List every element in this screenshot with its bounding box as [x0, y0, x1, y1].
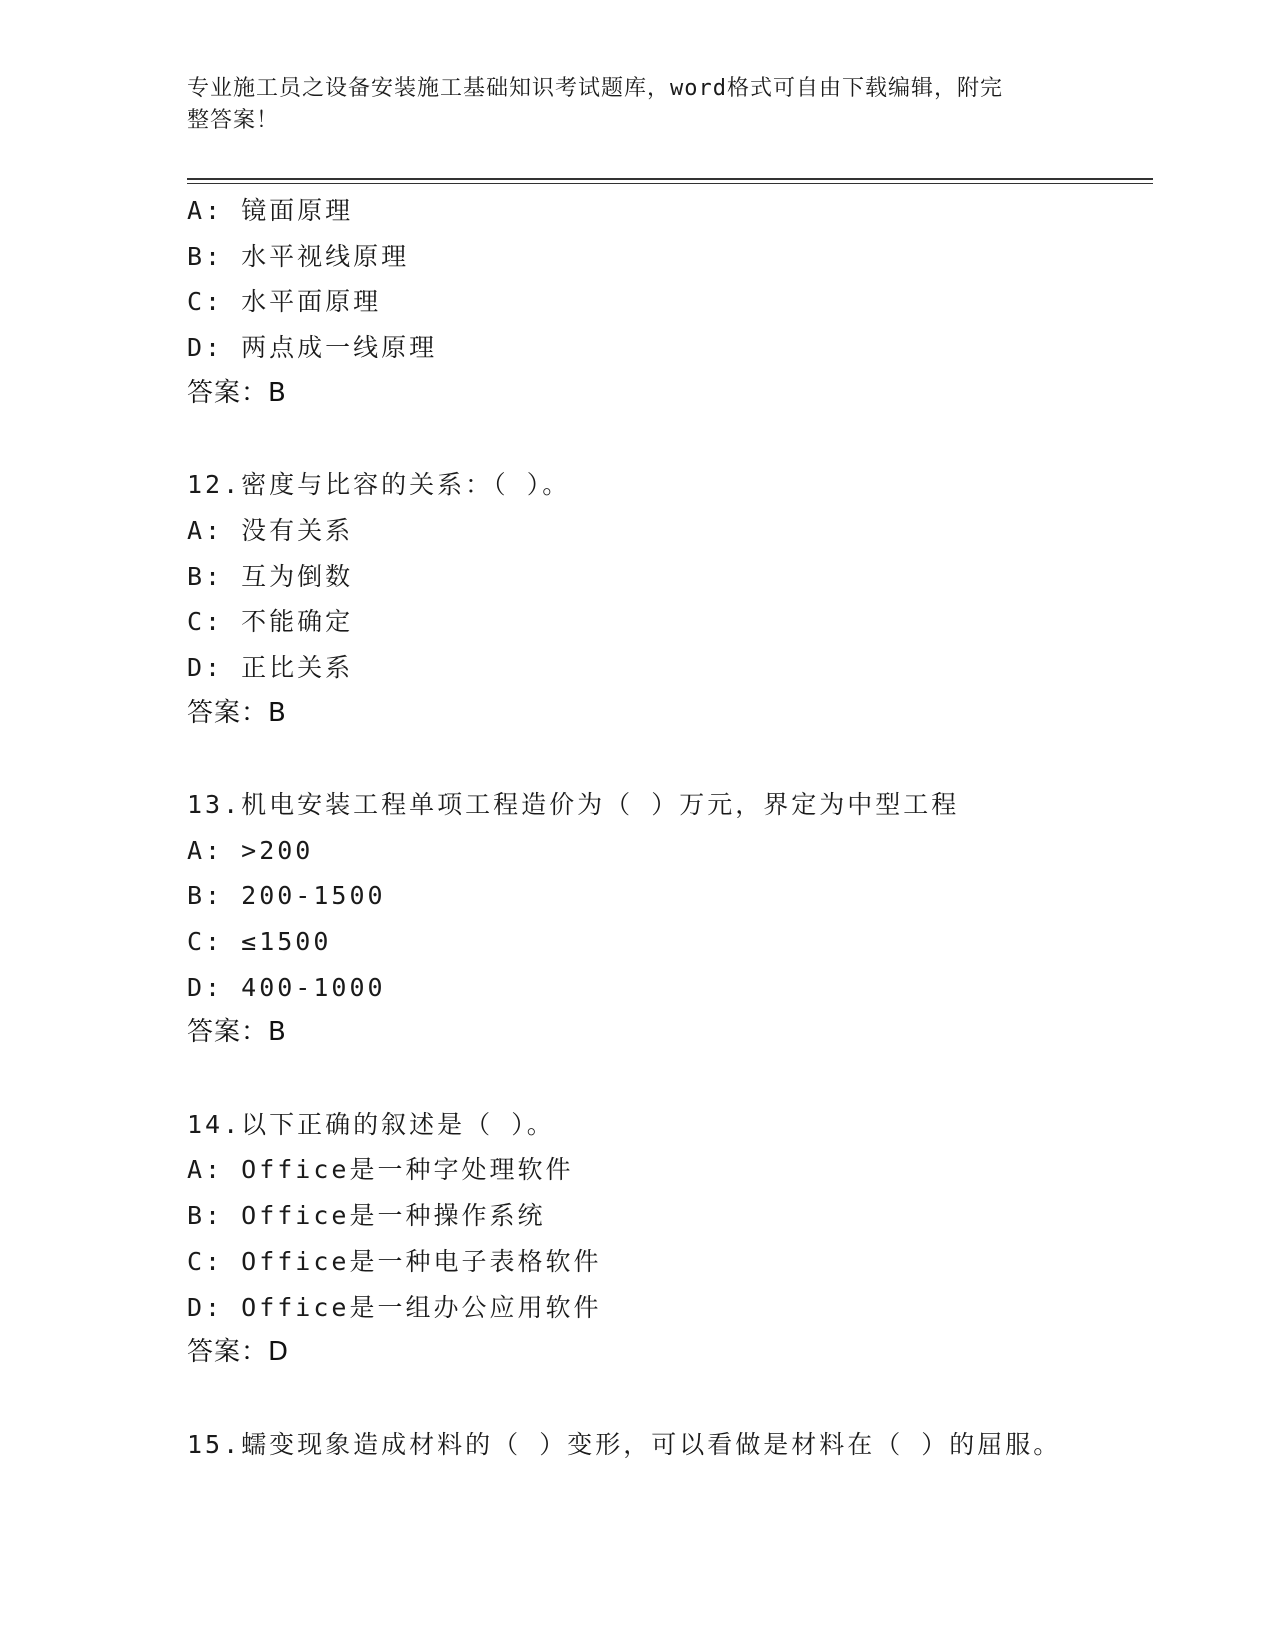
header-divider [187, 178, 1153, 184]
option-d: D: 400-1000 [187, 972, 386, 1002]
question-13 [187, 782, 1153, 1056]
option-d: D: 正比关系 [187, 652, 354, 682]
question-15 [187, 1422, 1153, 1468]
question-text: 12.密度与比容的关系：（ ）。 [187, 470, 571, 500]
answer-line: 答案：B [187, 697, 287, 728]
option-c: C: 水平面原理 [187, 287, 382, 317]
question-text: 15.蠕变现象造成材料的（ ）变形，可以看做是材料在（ ）的屈服。 [187, 1429, 1062, 1459]
spacer [187, 1376, 1153, 1422]
spacer [187, 416, 1153, 462]
question-list [187, 188, 1153, 1467]
answer-line: 答案：D [187, 1337, 290, 1368]
question-14 [187, 1102, 1153, 1376]
option-d: D: Office是一组办公应用软件 [187, 1292, 602, 1322]
option-a: A: 没有关系 [187, 515, 354, 545]
option-a: A: 镜面原理 [187, 196, 354, 225]
question-text: 14.以下正确的叙述是（ ）。 [187, 1109, 555, 1139]
option-b: B: 互为倒数 [187, 561, 354, 591]
question-text: 13.机电安装工程单项工程造价为（ ）万元，界定为中型工程 [187, 789, 960, 819]
header-line-2: 整答案！ [187, 108, 280, 133]
option-c: C: Office是一种电子表格软件 [187, 1246, 602, 1276]
option-b: B: Office是一种操作系统 [187, 1201, 546, 1231]
option-b: B: 200-1500 [187, 881, 386, 911]
document-header [187, 73, 1067, 137]
spacer [187, 1056, 1153, 1102]
spacer [187, 736, 1153, 782]
question-11 [187, 188, 1153, 416]
option-a: A: >200 [187, 835, 314, 865]
header-line-1: 专业施工员之设备安装施工基础知识考试题库，word格式可自由下载编辑，附完 [187, 76, 1003, 101]
option-a: A: Office是一种字处理软件 [187, 1155, 574, 1185]
option-d: D: 两点成一线原理 [187, 333, 438, 363]
answer-line: 答案：B [187, 1017, 287, 1048]
option-c: C: 不能确定 [187, 607, 354, 637]
answer-line: 答案：B [187, 377, 287, 408]
question-12 [187, 462, 1153, 736]
option-c: C: ≤1500 [187, 927, 332, 956]
option-b: B: 水平视线原理 [187, 241, 410, 271]
